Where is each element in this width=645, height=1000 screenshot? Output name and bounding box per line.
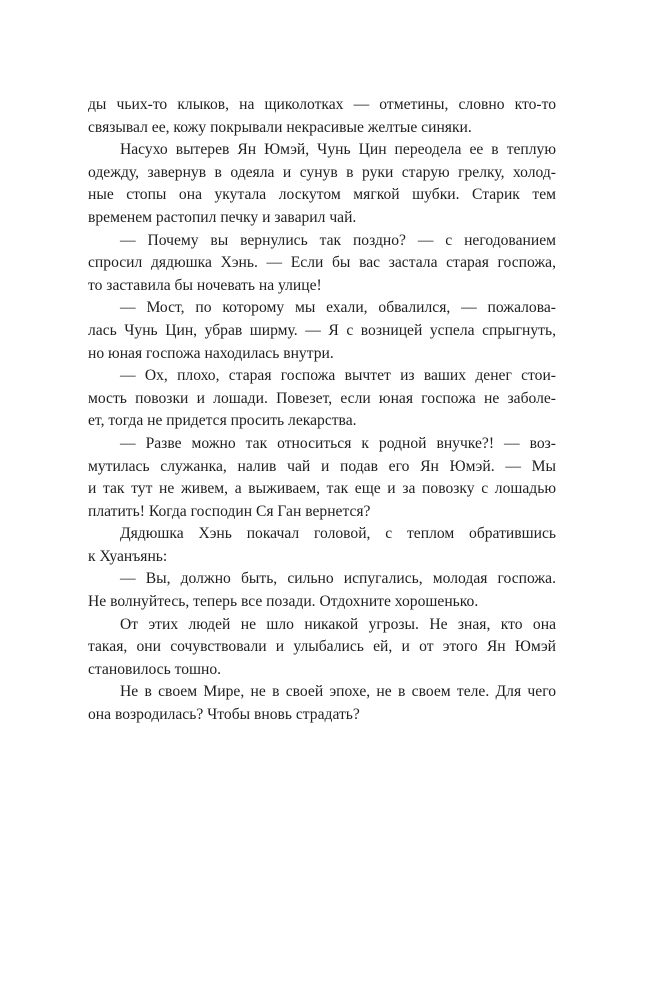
text-line: мутилась служанка, налив чай и подав его Ян Юмэй. — Мы bbox=[88, 457, 556, 475]
book-page-text bbox=[88, 94, 556, 727]
text-line: — Вы, должно быть, сильно испугались, молодая госпожа. bbox=[120, 570, 556, 588]
text-line: Не в своем Мире, не в своей эпохе, не в своем теле. Для чего bbox=[120, 683, 556, 701]
text-line: лась Чунь Цин, убрав ширму. — Я с возницей успела спрыгнуть, bbox=[88, 321, 556, 339]
text-line: к Хуанъянь: bbox=[88, 547, 168, 565]
text-line: — Мост, по которому мы ехали, обвалился, — пожалова- bbox=[120, 299, 556, 317]
text-line: — Разве можно так относиться к родной внучке?! — воз- bbox=[120, 434, 556, 452]
text-line: связывал ее, кожу покрывали некрасивые желтые синяки. bbox=[88, 118, 472, 136]
text-line: но юная госпожа находилась внутри. bbox=[88, 344, 334, 362]
text-line: От этих людей не шло никакой угрозы. Не зная, кто она bbox=[120, 615, 556, 633]
text-line: Насухо вытерев Ян Юмэй, Чунь Цин переодела ее в теплую bbox=[120, 141, 556, 159]
text-line: временем растопил печку и заварил чай. bbox=[88, 208, 357, 226]
text-line: и так тут не живем, а выживаем, так еще и за повозку с лошадью bbox=[88, 480, 556, 498]
text-line: Не волнуйтесь, теперь все позади. Отдохните хорошенько. bbox=[88, 593, 479, 611]
text-line: ные стопы она укутала лоскутом мягкой шубки. Старик тем bbox=[88, 186, 556, 204]
text-line: спросил дядюшка Хэнь. — Если бы вас застала старая госпожа, bbox=[88, 254, 556, 272]
text-line: — Почему вы вернулись так поздно? — с негодованием bbox=[120, 231, 556, 249]
text-line: одежду, завернув в одеяла и сунув в руки старую грелку, холод- bbox=[88, 163, 556, 181]
text-line: ды чьих-то клыков, на щиколотках — отметины, словно кто-то bbox=[88, 96, 556, 113]
text-line: такая, они сочувствовали и улыбались ей, и от этого Ян Юмэй bbox=[88, 638, 556, 656]
text-line: она возродилась? Чтобы вновь страдать? bbox=[88, 706, 360, 724]
text-line: становилось тошно. bbox=[88, 660, 222, 678]
text-line: — Ох, плохо, старая госпожа вычтет из ваших денег стои- bbox=[120, 367, 556, 385]
text-line: мость повозки и лошади. Повезет, если юная госпожа не заболе- bbox=[88, 389, 556, 407]
text-line: платить! Когда господин Ся Ган вернется? bbox=[88, 502, 371, 520]
text-line: Дядюшка Хэнь покачал головой, с теплом обратившись bbox=[120, 525, 556, 543]
text-line: ет, тогда не придется просить лекарства. bbox=[88, 412, 357, 430]
text-line: то заставила бы ночевать на улице! bbox=[88, 276, 322, 294]
